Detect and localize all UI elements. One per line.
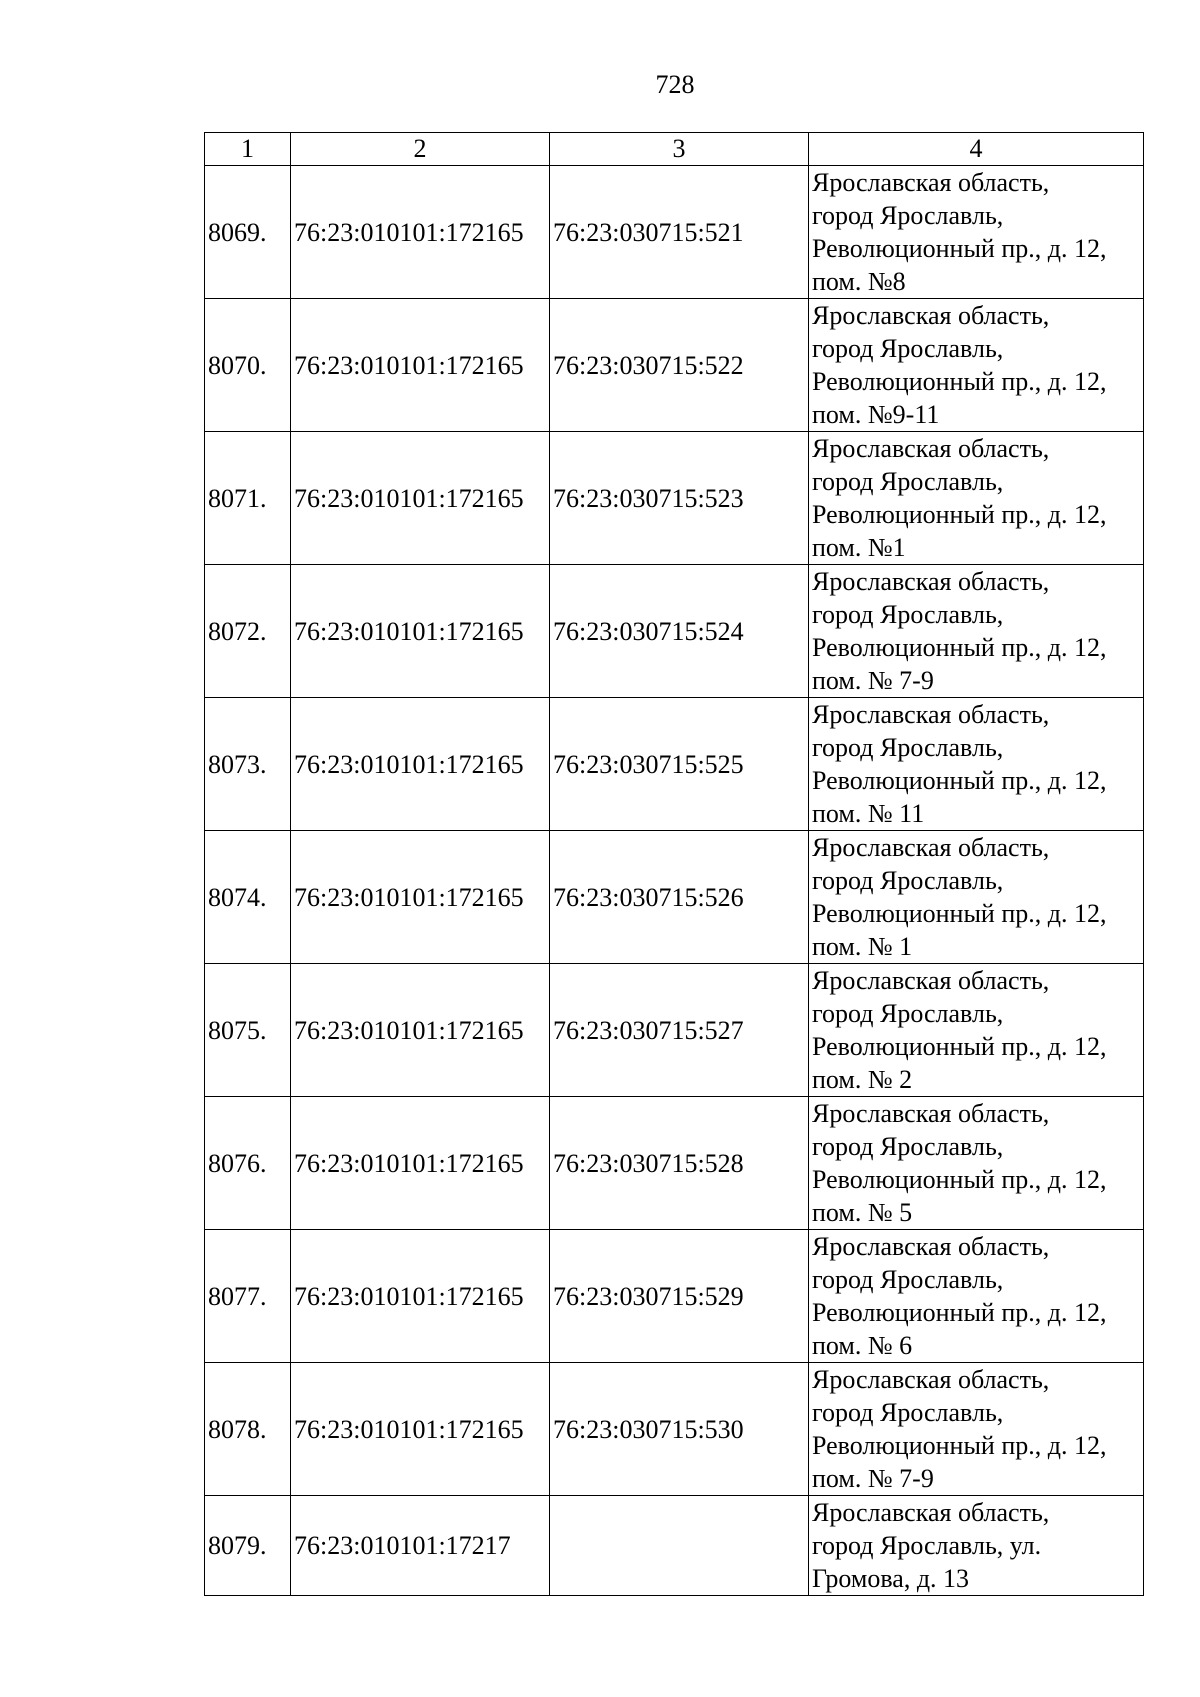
address-cell (809, 565, 1144, 698)
row-number-cell: 8078. (205, 1363, 291, 1496)
address-line: город Ярославль, (812, 1398, 1004, 1427)
address-line: город Ярославль, (812, 201, 1004, 230)
row-number-cell: 8075. (205, 964, 291, 1097)
row-number-cell: 8071. (205, 432, 291, 565)
premises-cadastral-number-cell: 76:23:030715:530 (550, 1363, 809, 1496)
row-number-cell: 8073. (205, 698, 291, 831)
address-line: город Ярославль, (812, 1265, 1004, 1294)
address-cell (809, 432, 1144, 565)
address-line: пом. №9-11 (812, 400, 940, 429)
table-row (205, 565, 1144, 698)
address-line: Революционный пр., д. 12, (812, 633, 1107, 662)
table-row (205, 299, 1144, 432)
address-cell (809, 831, 1144, 964)
premises-cadastral-number-cell: 76:23:030715:522 (550, 299, 809, 432)
address-line: пом. № 7-9 (812, 1464, 934, 1493)
table-row (205, 1363, 1144, 1496)
address-cell (809, 964, 1144, 1097)
premises-cadastral-number-cell: 76:23:030715:525 (550, 698, 809, 831)
table-row (205, 698, 1144, 831)
cadastral-number-cell: 76:23:010101:172165 (291, 1230, 550, 1363)
premises-cadastral-number-cell: 76:23:030715:521 (550, 166, 809, 299)
table-row (205, 166, 1144, 299)
cadastral-number-cell: 76:23:010101:172165 (291, 299, 550, 432)
row-number-cell: 8079. (205, 1496, 291, 1596)
address-line: пом. № 6 (812, 1331, 913, 1360)
cadastral-number-cell: 76:23:010101:172165 (291, 1097, 550, 1230)
cadastral-number-cell: 76:23:010101:17217 (291, 1496, 550, 1596)
address-cell (809, 1363, 1144, 1496)
table-row (205, 1496, 1144, 1596)
address-line: Ярославская область, (812, 700, 1050, 729)
address-line: Ярославская область, (812, 966, 1050, 995)
table-row (205, 831, 1144, 964)
address-line: пом. № 11 (812, 799, 925, 828)
address-line: пом. № 1 (812, 932, 913, 961)
address-line: город Ярославль, ул. (812, 1531, 1042, 1560)
address-line: Ярославская область, (812, 1498, 1050, 1527)
column-header-4: 4 (809, 133, 1144, 166)
table-body (205, 166, 1144, 1596)
registry-table (204, 132, 1144, 1596)
table-row (205, 1097, 1144, 1230)
premises-cadastral-number-cell: 76:23:030715:527 (550, 964, 809, 1097)
address-line: город Ярославль, (812, 733, 1004, 762)
address-line: Революционный пр., д. 12, (812, 1431, 1107, 1460)
address-line: Ярославская область, (812, 567, 1050, 596)
address-line: город Ярославль, (812, 600, 1004, 629)
address-line: Революционный пр., д. 12, (812, 367, 1107, 396)
cadastral-number-cell: 76:23:010101:172165 (291, 698, 550, 831)
page-number: 728 (655, 70, 695, 99)
premises-cadastral-number-cell: 76:23:030715:528 (550, 1097, 809, 1230)
address-line: Ярославская область, (812, 168, 1050, 197)
address-line: город Ярославль, (812, 1132, 1004, 1161)
premises-cadastral-number-cell: 76:23:030715:523 (550, 432, 809, 565)
address-line: Ярославская область, (812, 1232, 1050, 1261)
address-line: Громова, д. 13 (812, 1564, 970, 1593)
address-line: Революционный пр., д. 12, (812, 899, 1107, 928)
premises-cadastral-number-cell: 76:23:030715:526 (550, 831, 809, 964)
cadastral-number-cell: 76:23:010101:172165 (291, 432, 550, 565)
premises-cadastral-number-cell: 76:23:030715:524 (550, 565, 809, 698)
column-header-1: 1 (205, 133, 291, 166)
address-line: пом. № 7-9 (812, 666, 934, 695)
cadastral-number-cell: 76:23:010101:172165 (291, 1363, 550, 1496)
address-cell (809, 166, 1144, 299)
address-line: город Ярославль, (812, 334, 1004, 363)
address-line: Ярославская область, (812, 1099, 1050, 1128)
address-cell (809, 299, 1144, 432)
cadastral-number-cell: 76:23:010101:172165 (291, 166, 550, 299)
address-line: Революционный пр., д. 12, (812, 500, 1107, 529)
row-number-cell: 8070. (205, 299, 291, 432)
address-cell (809, 1097, 1144, 1230)
address-cell (809, 698, 1144, 831)
address-line: город Ярославль, (812, 467, 1004, 496)
address-line: Революционный пр., д. 12, (812, 766, 1107, 795)
row-number-cell: 8077. (205, 1230, 291, 1363)
address-line: Революционный пр., д. 12, (812, 1032, 1107, 1061)
cadastral-number-cell: 76:23:010101:172165 (291, 565, 550, 698)
address-line: Ярославская область, (812, 301, 1050, 330)
address-line: пом. № 2 (812, 1065, 913, 1094)
address-line: пом. № 5 (812, 1198, 913, 1227)
column-header-3: 3 (550, 133, 809, 166)
column-header-2: 2 (291, 133, 550, 166)
premises-cadastral-number-cell: 76:23:030715:529 (550, 1230, 809, 1363)
address-line: Ярославская область, (812, 434, 1050, 463)
row-number-cell: 8076. (205, 1097, 291, 1230)
row-number-cell: 8069. (205, 166, 291, 299)
address-line: Революционный пр., д. 12, (812, 1165, 1107, 1194)
address-line: город Ярославль, (812, 866, 1004, 895)
address-cell (809, 1496, 1144, 1596)
address-line: Ярославская область, (812, 1365, 1050, 1394)
cadastral-number-cell: 76:23:010101:172165 (291, 831, 550, 964)
row-number-cell: 8072. (205, 565, 291, 698)
table-row (205, 964, 1144, 1097)
header-row (205, 133, 1144, 166)
address-line: город Ярославль, (812, 999, 1004, 1028)
address-line: Революционный пр., д. 12, (812, 234, 1107, 263)
cadastral-number-cell: 76:23:010101:172165 (291, 964, 550, 1097)
address-line: Ярославская область, (812, 833, 1050, 862)
table-row (205, 432, 1144, 565)
table-row (205, 1230, 1144, 1363)
address-line: пом. №1 (812, 533, 906, 562)
address-cell (809, 1230, 1144, 1363)
address-line: пом. №8 (812, 267, 906, 296)
row-number-cell: 8074. (205, 831, 291, 964)
premises-cadastral-number-cell (550, 1496, 809, 1596)
address-line: Революционный пр., д. 12, (812, 1298, 1107, 1327)
